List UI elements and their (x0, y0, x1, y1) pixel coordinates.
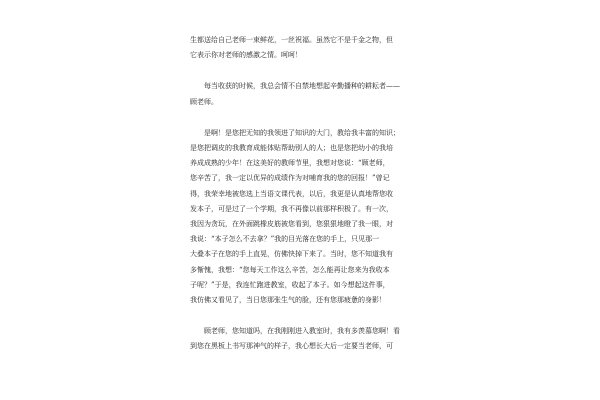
text-line: 养成成熟的少年！在这美好的教师节里，我想对您说：“顾老师， (190, 159, 390, 168)
text-line: 顾老师，您知道吗，在我刚刚进入教室时，我有多羡慕您啊！看 (204, 327, 400, 336)
text-line: 我因为贪玩，在外面跳橡皮筋被您看到，您狠狠地瞪了我一眼，对 (190, 220, 393, 229)
text-line: 生都送给自己老师一束鲜花，一丝祝福。虽然它不是千金之物，但 (190, 36, 393, 44)
text-line: 多惭愧，我想：“您每天工作这么辛苦，怎么能再让您来为我收本 (190, 265, 390, 274)
text-line: 到您在黑板上书写那神气的样子，我心想长大后一定要当老师，可 (190, 342, 393, 351)
text-line: 它表示你对老师的感激之情。呵呵！ (190, 51, 302, 60)
text-line: 我仿佛又看见了，当日您那张生气的脸，还有您那疲惫的身影！ (190, 296, 386, 305)
paragraph-gap (190, 308, 410, 324)
text-line: 每当收获的时候，我总会情不自禁地想起辛勤播种的耕耘者—— (204, 82, 400, 91)
paragraph-gap (190, 63, 410, 79)
text-line: 得，我荣幸地被您选上当语文课代表，以后，我更是认真地帮您收 (190, 189, 393, 198)
text-line: 我说：“本子怎么不去拿？”我的目光落在您的手上，只见那一 (190, 235, 380, 244)
paragraph (190, 79, 410, 109)
text-line: 顾老师。 (190, 97, 218, 106)
paragraph (190, 33, 410, 63)
text-line: 发本子，可是过了一个学期，我不再像以前那样积极了。有一次， (190, 204, 393, 213)
text-line: 子呢？”于是，我连忙跑进教室，收起了本子。如今想起这件事， (190, 280, 390, 289)
text-line: 是您把调皮的我教育成能体贴帮助别人的人；也是您把幼小的我培 (190, 144, 393, 153)
paragraph-gap (190, 110, 410, 126)
text-line: 您辛苦了，我一定以优异的成绩作为对哺育我的您的回报！”曾记 (190, 174, 390, 183)
text-line: 是啊！是您把无知的我领进了知识的大门，教给我丰富的知识； (204, 128, 400, 137)
paragraph (190, 324, 410, 354)
text-line: 大叠本子在您的手上直晃，仿佛快掉下来了。当时，您不知道我有 (190, 250, 393, 259)
document-body (190, 33, 410, 355)
paragraph (190, 126, 410, 308)
